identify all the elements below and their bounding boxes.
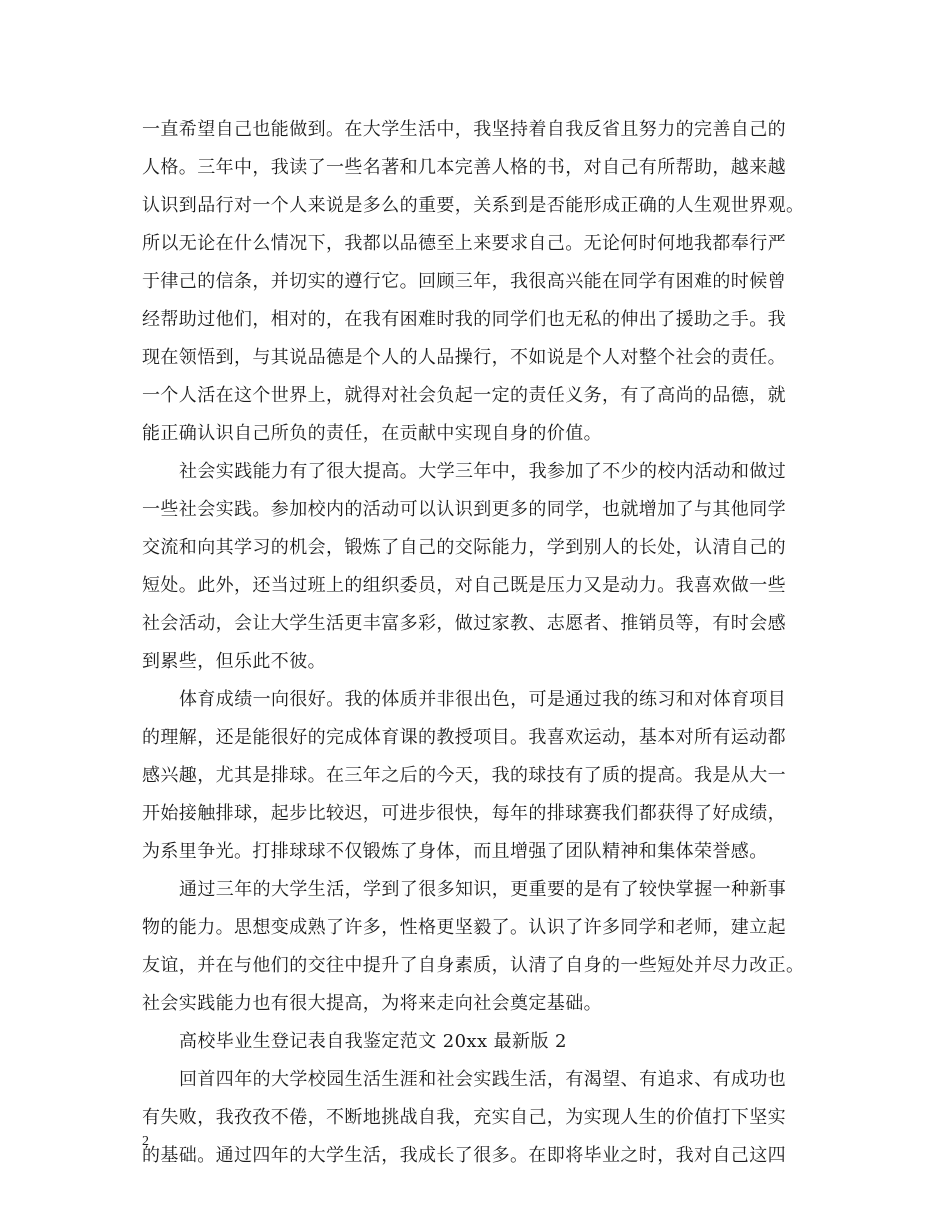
paragraph-start-line: 通过三年的大学生活，学到了很多知识，更重要的是有了较快掌握一种新事: [179, 879, 787, 900]
text-line: 经帮助过他们，相对的，在我有困难时我的同学们也无私的伸出了援助之手。我: [142, 309, 786, 330]
paragraph-start-line: 社会实践能力有了很大提高。大学三年中，我参加了不少的校内活动和做过: [179, 461, 787, 482]
paragraph-start-line: 回首四年的大学校园生活生涯和社会实践生活，有渴望、有追求、有成功也: [179, 1069, 787, 1090]
text-line: 社会活动，会让大学生活更丰富多彩，做过家教、志愿者、推销员等，有时会感: [142, 613, 786, 634]
text-line: 短处。此外，还当过班上的组织委员，对自己既是压力又是动力。我喜欢做一些: [142, 575, 786, 596]
section-heading: 高校毕业生登记表自我鉴定范文 20xx 最新版 2: [179, 1031, 567, 1052]
text-line: 到累些，但乐此不彼。: [142, 651, 326, 672]
text-line: 感兴趣，尤其是排球。在三年之后的今天，我的球技有了质的提高。我是从大一: [142, 765, 786, 786]
text-line: 现在领悟到，与其说品德是个人的人品操行，不如说是个人对整个社会的责任。: [142, 347, 786, 368]
text-line: 人格。三年中，我读了一些名著和几本完善人格的书，对自己有所帮助，越来越: [142, 157, 786, 178]
text-line: 的基础。通过四年的大学生活，我成长了很多。在即将毕业之时，我对自己这四: [142, 1145, 786, 1166]
text-line: 交流和向其学习的机会，锻炼了自己的交际能力，学到别人的长处，认清自己的: [142, 537, 786, 558]
text-line: 物的能力。思想变成熟了许多，性格更坚毅了。认识了许多同学和老师，建立起: [142, 917, 786, 938]
text-line: 于律己的信条，并切实的遵行它。回顾三年，我很高兴能在同学有困难的时候曾: [142, 271, 786, 292]
text-line: 所以无论在什么情况下，我都以品德至上来要求自己。无论何时何地我都奉行严: [142, 233, 786, 254]
text-line: 的理解，还是能很好的完成体育课的教授项目。我喜欢运动，基本对所有运动都: [142, 727, 786, 748]
text-line: 社会实践能力也有很大提高，为将来走向社会奠定基础。: [142, 993, 602, 1014]
text-line: 开始接触排球，起步比较迟，可进步很快，每年的排球赛我们都获得了好成绩，: [142, 803, 786, 824]
text-line: 一个人活在这个世界上，就得对社会负起一定的责任义务，有了高尚的品德，就: [142, 385, 786, 406]
page-number: 2: [142, 1134, 149, 1149]
text-line: 友谊，并在与他们的交往中提升了自身素质，认清了自身的一些短处并尽力改正。: [142, 955, 805, 976]
text-line: 有失败，我孜孜不倦，不断地挑战自我，充实自己，为实现人生的价值打下坚实: [142, 1107, 786, 1128]
paragraph-start-line: 体育成绩一向很好。我的体质并非很出色，可是通过我的练习和对体育项目: [179, 689, 787, 710]
text-line: 一直希望自己也能做到。在大学生活中，我坚持着自我反省且努力的完善自己的: [142, 119, 786, 140]
text-line: 一些社会实践。参加校内的活动可以认识到更多的同学，也就增加了与其他同学: [142, 499, 786, 520]
text-line: 认识到品行对一个人来说是多么的重要，关系到是否能形成正确的人生观世界观。: [142, 195, 805, 216]
text-line: 为系里争光。打排球球不仅锻炼了身体，而且增强了团队精神和集体荣誉感。: [142, 841, 768, 862]
text-line: 能正确认识自己所负的责任，在贡献中实现自身的价值。: [142, 423, 602, 444]
